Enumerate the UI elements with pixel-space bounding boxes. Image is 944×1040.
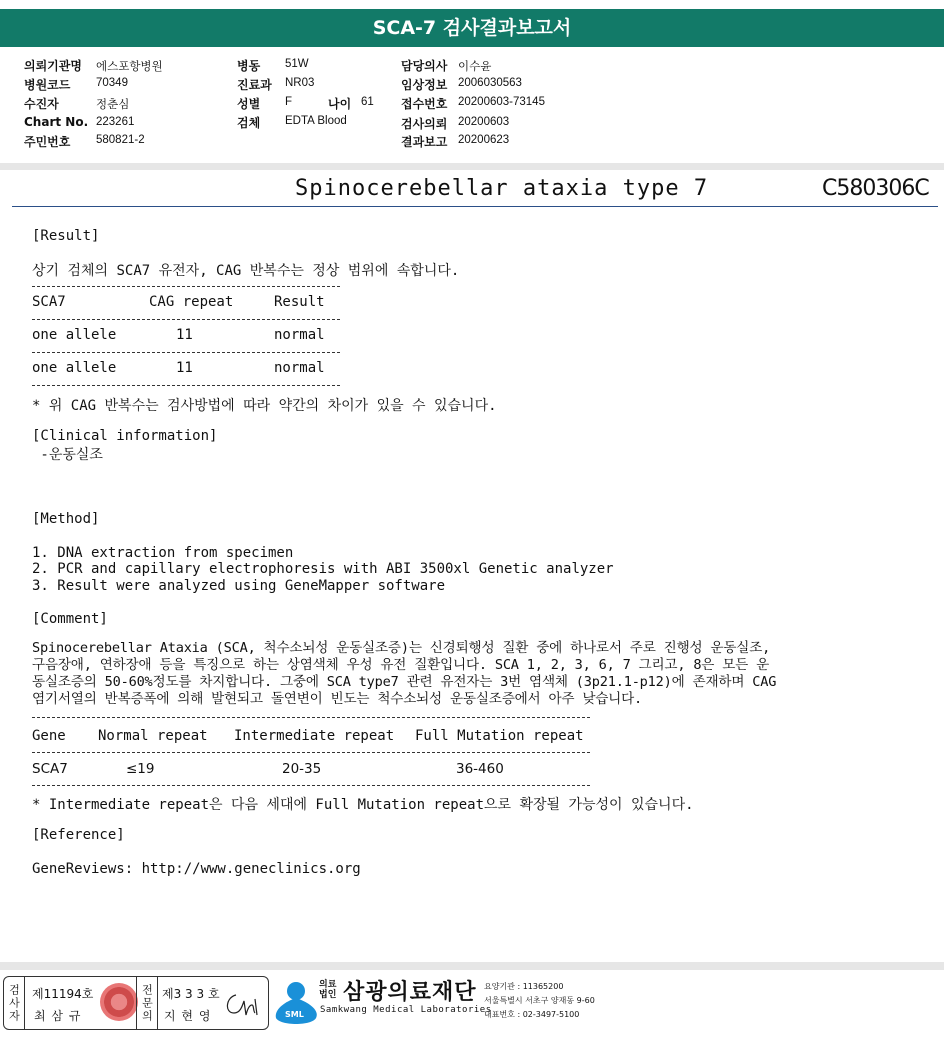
divider: [32, 319, 340, 320]
comment-line: Spinocerebellar Ataxia (SCA, 척수소뇌성 운동실조증)는 신경퇴행성 질환 중에 하나로서 주로 진행성 운동실조,: [32, 640, 771, 656]
divider: [32, 785, 590, 786]
result-row2-result: normal: [274, 360, 325, 376]
header-info: [0, 52, 944, 164]
hospital-code-value: 70349: [96, 77, 128, 89]
specimen-value: EDTA Blood: [285, 115, 347, 127]
result-row1-result: normal: [274, 327, 325, 343]
result-row2-allele: one allele: [32, 360, 117, 376]
org-type: 의료 법인: [319, 980, 337, 1000]
divider: [32, 717, 590, 718]
specialist-name: 지 현 영: [164, 1009, 212, 1023]
age-label: 나이: [328, 97, 352, 111]
result-col-cag: CAG repeat: [149, 294, 234, 310]
repeat-col-normal: Normal repeat: [98, 728, 208, 744]
report-date-value: 20200623: [458, 134, 510, 146]
ward-value: 51W: [285, 58, 309, 70]
repeat-col-intermediate: Intermediate repeat: [234, 728, 395, 744]
sex-label: 성별: [237, 97, 261, 111]
repeat-row-gene: SCA7: [32, 761, 68, 777]
org-address: 서울특별시 서초구 양재동 9-60: [484, 996, 595, 1005]
rrn-label: 주민번호: [24, 135, 71, 149]
comment-line: 동실조증의 50-60%정도를 차지합니다. 그중에 SCA type7 관련 유전자는 3번 염색체 (3p21.1-p12)에 존재하며 CAG: [32, 674, 777, 690]
result-heading: [Result]: [32, 228, 100, 244]
result-note: * 위 CAG 반복수는 검사방법에 따라 약간의 차이가 있을 수 있습니다.: [32, 398, 497, 414]
result-row1-repeat: 11: [176, 327, 193, 343]
title-rule: [12, 206, 938, 207]
clinical-text: -운동실조: [32, 447, 103, 463]
dept-label: 진료과: [237, 78, 272, 92]
institution-label: 의뢰기관명: [24, 59, 82, 73]
institution-value: 에스포항병원: [96, 61, 163, 73]
test-name: Spinocerebellar ataxia type 7: [295, 176, 709, 201]
result-summary: 상기 검체의 SCA7 유전자, CAG 반복수는 정상 범위에 속합니다.: [32, 263, 460, 279]
specialist-license: 제3 3 3 호: [162, 987, 220, 1001]
reference-heading: [Reference]: [32, 827, 125, 843]
inspector-label: 검사자: [4, 977, 25, 1029]
result-col-result: Result: [274, 294, 325, 310]
separator-band: [0, 163, 944, 170]
patient-value: 정춘심: [96, 99, 130, 111]
receipt-value: 20200603-73145: [458, 96, 545, 108]
inspector-license: 제11194호: [32, 987, 94, 1001]
reference-text: GeneReviews: http://www.geneclinics.org: [32, 861, 361, 877]
repeat-col-full: Full Mutation repeat: [415, 728, 584, 744]
hospital-code-label: 병원코드: [24, 78, 71, 92]
org-phone: 대표번호 : 02-3497-5100: [484, 1010, 580, 1019]
chart-label: Chart No.: [24, 115, 89, 129]
method-step-1: 1. DNA extraction from specimen: [32, 545, 294, 561]
clinical-info-label: 임상정보: [401, 78, 448, 92]
result-col-gene: SCA7: [32, 294, 66, 310]
inspector-name: 최 삼 규: [34, 1009, 82, 1023]
signature-box: [3, 976, 269, 1030]
logo-text: SML: [285, 1010, 304, 1019]
age-value: 61: [361, 96, 374, 108]
clinical-heading: [Clinical information]: [32, 428, 218, 444]
specialist-signature: [222, 987, 262, 1021]
method-step-2: 2. PCR and capillary electrophoresis with ABI 3500xl Genetic analyzer: [32, 561, 614, 577]
method-heading: [Method]: [32, 511, 100, 527]
comment-heading: [Comment]: [32, 611, 108, 627]
specialist-label: 전문의: [136, 977, 158, 1029]
chart-value: 223261: [96, 116, 135, 128]
comment-line: 염기서열의 반복증폭에 의해 발현되고 돌연변이 빈도는 척수소뇌성 운동실조증에서 아주 낮습니다.: [32, 691, 643, 707]
org-code: 요양기관 : 11365200: [484, 982, 564, 991]
request-date-value: 20200603: [458, 116, 510, 128]
report-date-label: 결과보고: [401, 135, 448, 149]
repeat-row-full: 36-460: [456, 761, 504, 777]
doctor-value: 이수윤: [458, 61, 492, 73]
divider: [32, 385, 340, 386]
method-step-3: 3. Result were analyzed using GeneMapper software: [32, 578, 446, 594]
footer-band: [0, 962, 944, 970]
divider: [32, 286, 340, 287]
repeat-row-intermediate: 20-35: [282, 761, 322, 777]
divider: [32, 352, 340, 353]
ward-label: 병동: [237, 59, 261, 73]
inspector-seal: [100, 983, 138, 1021]
org-english-name: Samkwang Medical Laboratories: [320, 1005, 492, 1015]
request-date-label: 검사의뢰: [401, 117, 448, 131]
specimen-label: 검체: [237, 116, 261, 130]
receipt-label: 접수번호: [401, 97, 448, 111]
repeat-row-normal: ≤19: [126, 761, 155, 777]
doctor-label: 담당의사: [401, 59, 448, 73]
patient-label: 수진자: [24, 97, 59, 111]
org-name: 삼광의료재단: [343, 980, 477, 1005]
result-row1-allele: one allele: [32, 327, 117, 343]
comment-line: 구음장애, 연하장애 등을 특징으로 하는 상염색체 우성 유전 질환입니다. SCA 1, 2, 3, 6, 7 그리고, 8은 모든 운: [32, 657, 769, 673]
test-code: C580306C: [822, 176, 929, 201]
repeat-col-gene: Gene: [32, 728, 66, 744]
dept-value: NR03: [285, 77, 315, 89]
clinical-info-value: 2006030563: [458, 77, 522, 89]
report-title: SCA-7 검사결과보고서: [0, 9, 944, 47]
comment-note: * Intermediate repeat은 다음 세대에 Full Mutation repeat으로 확장될 가능성이 있습니다.: [32, 797, 694, 813]
comment-paragraph: [32, 640, 922, 708]
rrn-value: 580821-2: [96, 134, 145, 146]
divider: [32, 752, 590, 753]
sex-value: F: [285, 96, 293, 108]
result-row2-repeat: 11: [176, 360, 193, 376]
